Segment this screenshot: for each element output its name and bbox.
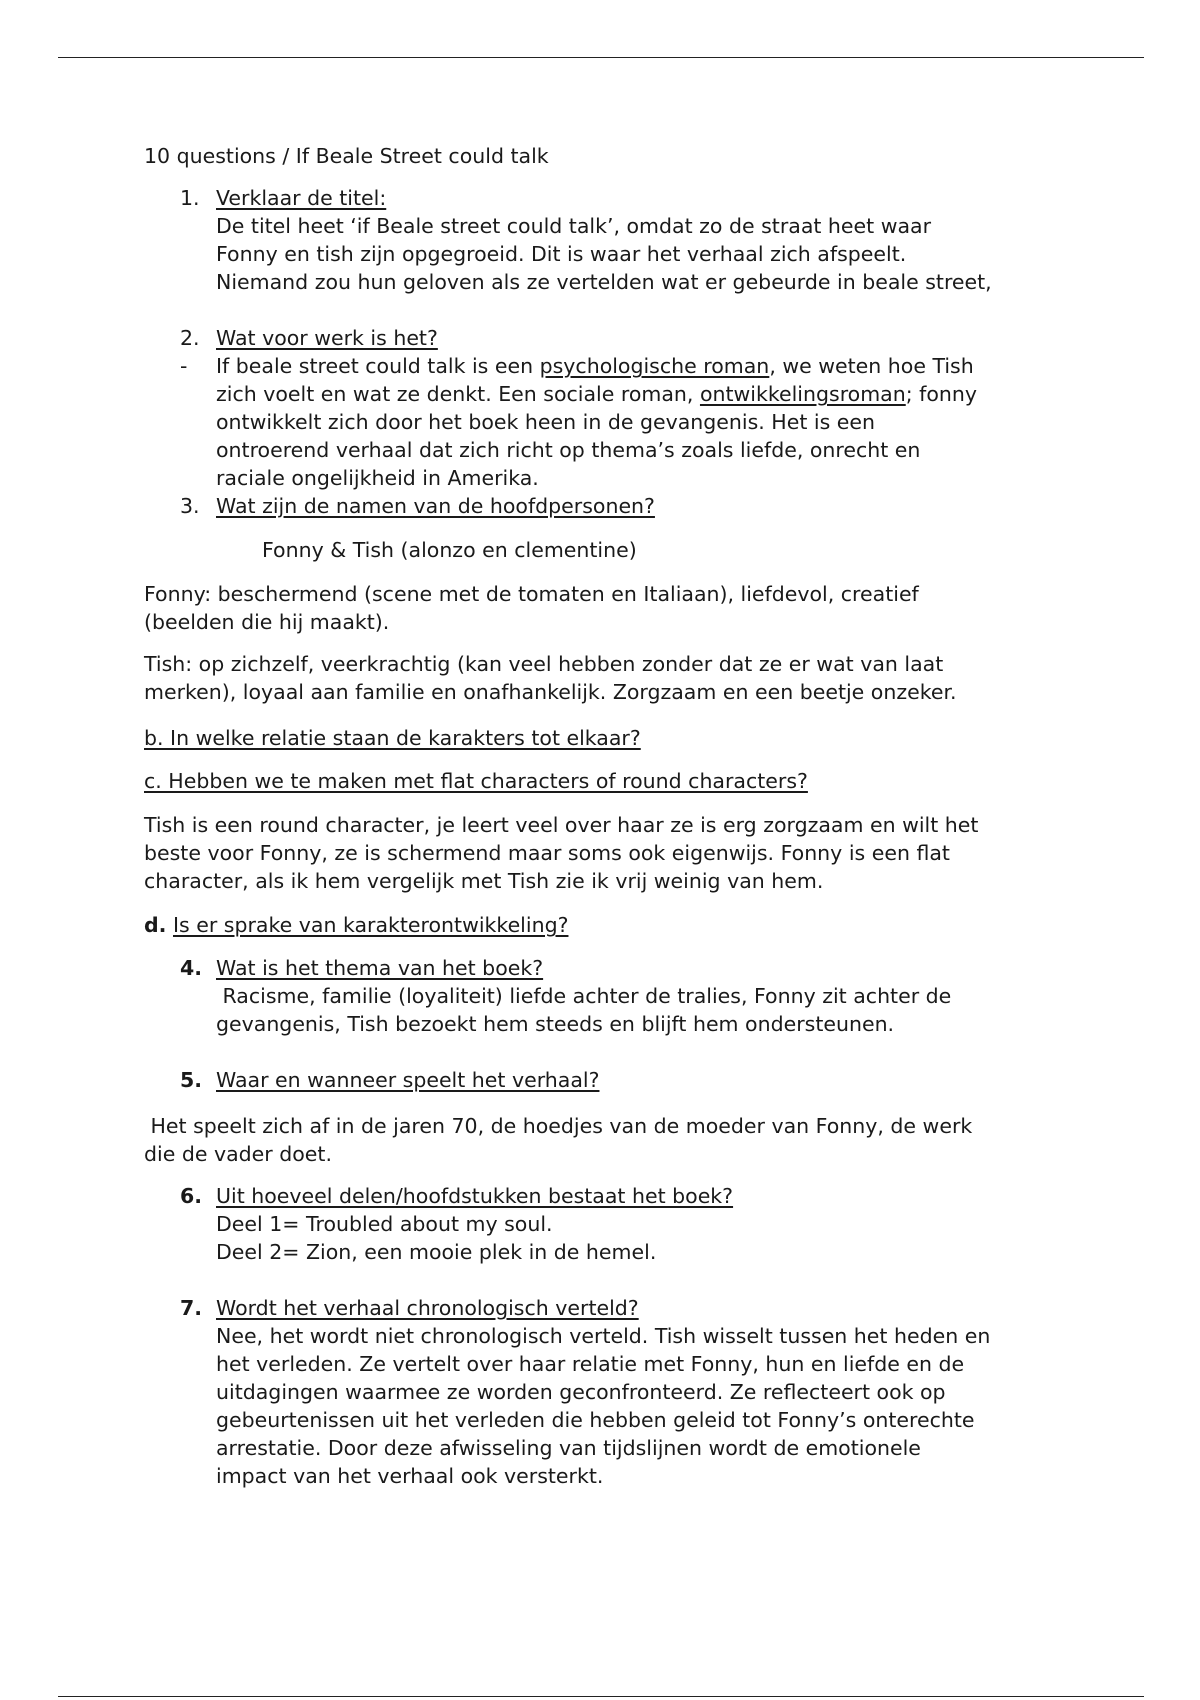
question-heading: Wordt het verhaal chronologisch verteld? [216, 1296, 639, 1320]
question-number: 5. [180, 1068, 203, 1092]
answer-line: Deel 1= Troubled about my soul. [216, 1212, 553, 1236]
bullet-dash: - [180, 354, 188, 378]
question-3 [144, 492, 1104, 520]
answer-line: Racisme, familie (loyaliteit) liefde achter de tralies, Fonny zit achter de [216, 984, 952, 1008]
text-line: Tish is een round character, je leert veel over haar ze is erg zorgzaam en wilt het [144, 813, 979, 837]
answer-line: arrestatie. Door deze afwisseling van tijdslijnen wordt de emotionele [216, 1436, 921, 1460]
question-number: 2. [180, 326, 200, 350]
answer-line: ontwikkelt zich door het boek heen in de gevangenis. Het is een [216, 410, 876, 434]
answer-line: raciale ongelijkheid in Amerika. [216, 466, 539, 490]
text-line: Fonny: beschermend (scene met de tomaten en Italiaan), liefdevol, creatief [144, 582, 919, 606]
tish-description [144, 650, 1064, 706]
answer-line: gevangenis, Tish bezoekt hem steeds en blijft hem ondersteunen. [216, 1012, 895, 1036]
answer-text: ; fonny [905, 382, 978, 406]
subquestion-c-answer [144, 811, 1064, 895]
doc-title: 10 questions / If Beale Street could talk [144, 144, 549, 168]
answer-text: zich voelt en wat ze denkt. Een sociale roman, [216, 382, 700, 406]
question-number: 4. [180, 956, 203, 980]
question-5 [144, 1066, 1104, 1094]
question-number: 7. [180, 1296, 203, 1320]
question-number: 1. [180, 186, 200, 210]
question-heading: Uit hoeveel delen/hoofdstukken bestaat het boek? [216, 1184, 734, 1208]
answer-line: Deel 2= Zion, een mooie plek in de hemel. [216, 1240, 657, 1264]
underlined-term: ontwikkelingsroman [699, 382, 906, 406]
answer-text: , we weten hoe Tish [769, 354, 974, 378]
header-rule [58, 57, 1144, 58]
subquestion-text: b. In welke relatie staan de karakters tot elkaar? [144, 726, 641, 750]
answer-line: het verleden. Ze vertelt over haar relatie met Fonny, hun en liefde en de [216, 1352, 965, 1376]
text-line: Tish: op zichzelf, veerkrachtig (kan veel hebben zonder dat ze er wat van laat [144, 652, 944, 676]
question-2 [144, 324, 1104, 492]
subquestion-d [144, 911, 1064, 939]
question-7 [144, 1294, 1104, 1490]
main-characters: Fonny & Tish (alonzo en clementine) [262, 538, 637, 562]
question-heading: Wat zijn de namen van de hoofdpersonen? [216, 494, 655, 518]
question-6 [144, 1182, 1104, 1266]
subquestion-c [144, 767, 1064, 795]
q5-answer [144, 1112, 1064, 1168]
subquestion-b [144, 724, 1064, 752]
question-heading: Wat voor werk is het? [216, 326, 438, 350]
text-line: merken), loyaal aan familie en onafhankelijk. Zorgzaam en een beetje onzeker. [144, 680, 957, 704]
answer-text: If beale street could talk is een [216, 354, 540, 378]
text-line: die de vader doet. [144, 1142, 332, 1166]
answer-line: impact van het verhaal ook versterkt. [216, 1464, 604, 1488]
footer-rule [58, 1696, 1144, 1697]
subquestion-text: Is er sprake van karakterontwikkeling? [173, 913, 569, 937]
subquestion-text: c. Hebben we te maken met flat characters of round characters? [144, 769, 808, 793]
answer-line: De titel heet ‘if Beale street could talk’, omdat zo de straat heet waar [216, 214, 932, 238]
subquestion-label: d. [144, 913, 167, 937]
answer-line: Niemand zou hun geloven als ze vertelden wat er gebeurde in beale street, [216, 270, 992, 294]
answer-line: Nee, het wordt niet chronologisch verteld. Tish wisselt tussen het heden en [216, 1324, 991, 1348]
question-number: 6. [180, 1184, 203, 1208]
question-number: 3. [180, 494, 200, 518]
question-heading: Waar en wanneer speelt het verhaal? [216, 1068, 600, 1092]
text-line: (beelden die hij maakt). [144, 610, 390, 634]
question-heading: Verklaar de titel: [216, 186, 387, 210]
question-1 [144, 184, 1104, 296]
answer-line: ontroerend verhaal dat zich richt op thema’s zoals liefde, onrecht en [216, 438, 921, 462]
fonny-description [144, 580, 1064, 636]
text-line: Het speelt zich af in de jaren 70, de hoedjes van de moeder van Fonny, de werk [144, 1114, 973, 1138]
text-line: beste voor Fonny, ze is schermend maar soms ook eigenwijs. Fonny is een flat [144, 841, 950, 865]
text-line: character, als ik hem vergelijk met Tish zie ik vrij weinig van hem. [144, 869, 824, 893]
question-heading: Wat is het thema van het boek? [216, 956, 544, 980]
answer-line: uitdagingen waarmee ze worden geconfronteerd. Ze reflecteert ook op [216, 1380, 946, 1404]
underlined-term: psychologische roman [539, 354, 770, 378]
answer-line: gebeurtenissen uit het verleden die hebben geleid tot Fonny’s onterechte [216, 1408, 975, 1432]
question-4 [144, 954, 1104, 1038]
answer-line: Fonny en tish zijn opgegroeid. Dit is waar het verhaal zich afspeelt. [216, 242, 907, 266]
